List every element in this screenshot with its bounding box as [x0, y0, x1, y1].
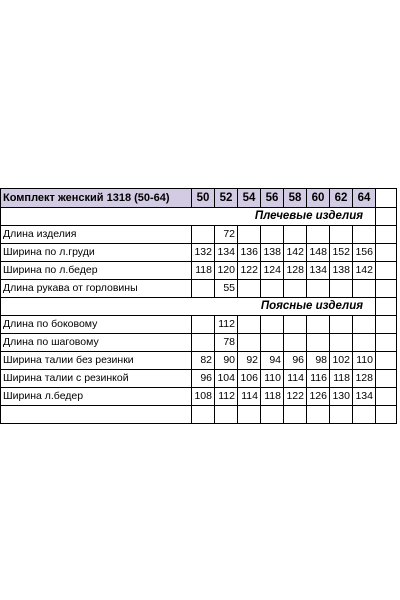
- measurement-value: 136: [238, 244, 261, 262]
- measurement-value: 108: [192, 388, 215, 406]
- measurement-name: Ширина талии без резинки: [1, 352, 192, 370]
- table-row: [1, 406, 397, 424]
- table-row: [1, 226, 397, 244]
- measurement-value: 148: [307, 244, 330, 262]
- size-header-60: 60: [307, 189, 330, 208]
- measurement-value: [284, 334, 307, 352]
- section-title: Плечевые изделия: [192, 208, 376, 226]
- size-header-50: 50: [192, 189, 215, 208]
- table-row: [1, 352, 397, 370]
- measurement-value: [261, 280, 284, 298]
- measurement-value: [284, 316, 307, 334]
- measurement-value: [261, 406, 284, 424]
- measurement-value: [353, 334, 376, 352]
- measurement-value: 120: [215, 262, 238, 280]
- measurement-value: 142: [284, 244, 307, 262]
- measurement-value: [353, 226, 376, 244]
- measurement-value: [192, 334, 215, 352]
- padding-cell: [376, 370, 397, 388]
- measurement-value: 90: [215, 352, 238, 370]
- size-table: [0, 188, 397, 424]
- measurement-value: 106: [238, 370, 261, 388]
- measurement-value: 110: [353, 352, 376, 370]
- section-edge: [1, 208, 192, 226]
- table-row: [1, 244, 397, 262]
- measurement-value: 122: [284, 388, 307, 406]
- measurement-value: 156: [353, 244, 376, 262]
- size-header-54: 54: [238, 189, 261, 208]
- padding-cell: [376, 298, 397, 316]
- measurement-value: [238, 334, 261, 352]
- padding-cell: [376, 262, 397, 280]
- measurement-value: 102: [330, 352, 353, 370]
- measurement-value: [192, 406, 215, 424]
- measurement-value: 112: [215, 316, 238, 334]
- measurement-value: 114: [284, 370, 307, 388]
- measurement-name: Ширина талии с резинкой: [1, 370, 192, 388]
- measurement-value: [307, 406, 330, 424]
- measurement-value: [307, 226, 330, 244]
- table-row: [1, 262, 397, 280]
- measurement-value: 118: [192, 262, 215, 280]
- measurement-value: 82: [192, 352, 215, 370]
- measurement-value: [238, 316, 261, 334]
- measurement-value: [307, 316, 330, 334]
- measurement-value: [238, 406, 261, 424]
- measurement-value: 94: [261, 352, 284, 370]
- measurement-value: 96: [284, 352, 307, 370]
- measurement-value: [192, 280, 215, 298]
- padding-cell: [376, 280, 397, 298]
- measurement-value: [330, 316, 353, 334]
- measurement-value: 112: [215, 388, 238, 406]
- measurement-value: [215, 406, 238, 424]
- measurement-value: [307, 334, 330, 352]
- padding-cell: [376, 244, 397, 262]
- measurement-value: 96: [192, 370, 215, 388]
- measurement-name: Длина изделия: [1, 226, 192, 244]
- measurement-value: 118: [261, 388, 284, 406]
- size-header-62: 62: [330, 189, 353, 208]
- measurement-value: [238, 280, 261, 298]
- measurement-value: [330, 334, 353, 352]
- measurement-name: Длина рукава от горловины: [1, 280, 192, 298]
- padding-cell: [376, 208, 397, 226]
- measurement-value: 128: [353, 370, 376, 388]
- padding-cell: [376, 316, 397, 334]
- measurement-value: [353, 316, 376, 334]
- table-row: [1, 280, 397, 298]
- measurement-value: [284, 226, 307, 244]
- measurement-value: [330, 406, 353, 424]
- measurement-value: [261, 226, 284, 244]
- padding-cell: [376, 334, 397, 352]
- measurement-value: 152: [330, 244, 353, 262]
- size-header-64: 64: [353, 189, 376, 208]
- padding-cell: [376, 189, 397, 208]
- measurement-name: Ширина по л.груди: [1, 244, 192, 262]
- section-header-row: [1, 208, 397, 226]
- size-header-58: 58: [284, 189, 307, 208]
- header-row: [1, 189, 397, 208]
- measurement-value: [261, 316, 284, 334]
- measurement-value: 98: [307, 352, 330, 370]
- section-title: Поясные изделия: [192, 298, 376, 316]
- measurement-value: [192, 226, 215, 244]
- measurement-value: [353, 406, 376, 424]
- measurement-value: 118: [330, 370, 353, 388]
- measurement-value: 134: [307, 262, 330, 280]
- measurement-name: Длина по шаговому: [1, 334, 192, 352]
- measurement-value: [307, 280, 330, 298]
- measurement-value: 104: [215, 370, 238, 388]
- measurement-value: 122: [238, 262, 261, 280]
- measurement-value: 124: [261, 262, 284, 280]
- measurement-value: 130: [330, 388, 353, 406]
- measurement-name: Ширина по л.бедер: [1, 262, 192, 280]
- measurement-value: [261, 334, 284, 352]
- measurement-value: 72: [215, 226, 238, 244]
- measurement-value: [330, 226, 353, 244]
- size-header-56: 56: [261, 189, 284, 208]
- measurement-value: [284, 280, 307, 298]
- product-title: Комплект женский 1318 (50-64): [1, 189, 192, 208]
- measurement-value: 78: [215, 334, 238, 352]
- measurement-value: [192, 316, 215, 334]
- section-header-row: [1, 298, 397, 316]
- table-row: [1, 370, 397, 388]
- size-header-52: 52: [215, 189, 238, 208]
- padding-cell: [376, 226, 397, 244]
- measurement-value: 126: [307, 388, 330, 406]
- padding-cell: [376, 406, 397, 424]
- measurement-value: 55: [215, 280, 238, 298]
- measurement-value: 110: [261, 370, 284, 388]
- measurement-value: [330, 280, 353, 298]
- table-row: [1, 316, 397, 334]
- measurement-value: [284, 406, 307, 424]
- size-chart: [0, 188, 397, 424]
- measurement-value: 138: [330, 262, 353, 280]
- table-row: [1, 388, 397, 406]
- measurement-value: 142: [353, 262, 376, 280]
- measurement-value: [238, 226, 261, 244]
- measurement-value: 128: [284, 262, 307, 280]
- padding-cell: [376, 352, 397, 370]
- measurement-value: [353, 280, 376, 298]
- measurement-value: 114: [238, 388, 261, 406]
- padding-cell: [376, 388, 397, 406]
- measurement-value: 92: [238, 352, 261, 370]
- measurement-value: 134: [215, 244, 238, 262]
- section-edge: [1, 298, 192, 316]
- measurement-name: [1, 406, 192, 424]
- measurement-value: 132: [192, 244, 215, 262]
- measurement-value: 138: [261, 244, 284, 262]
- measurement-value: 134: [353, 388, 376, 406]
- table-row: [1, 334, 397, 352]
- measurement-name: Длина по боковому: [1, 316, 192, 334]
- measurement-value: 116: [307, 370, 330, 388]
- measurement-name: Ширина л.бедер: [1, 388, 192, 406]
